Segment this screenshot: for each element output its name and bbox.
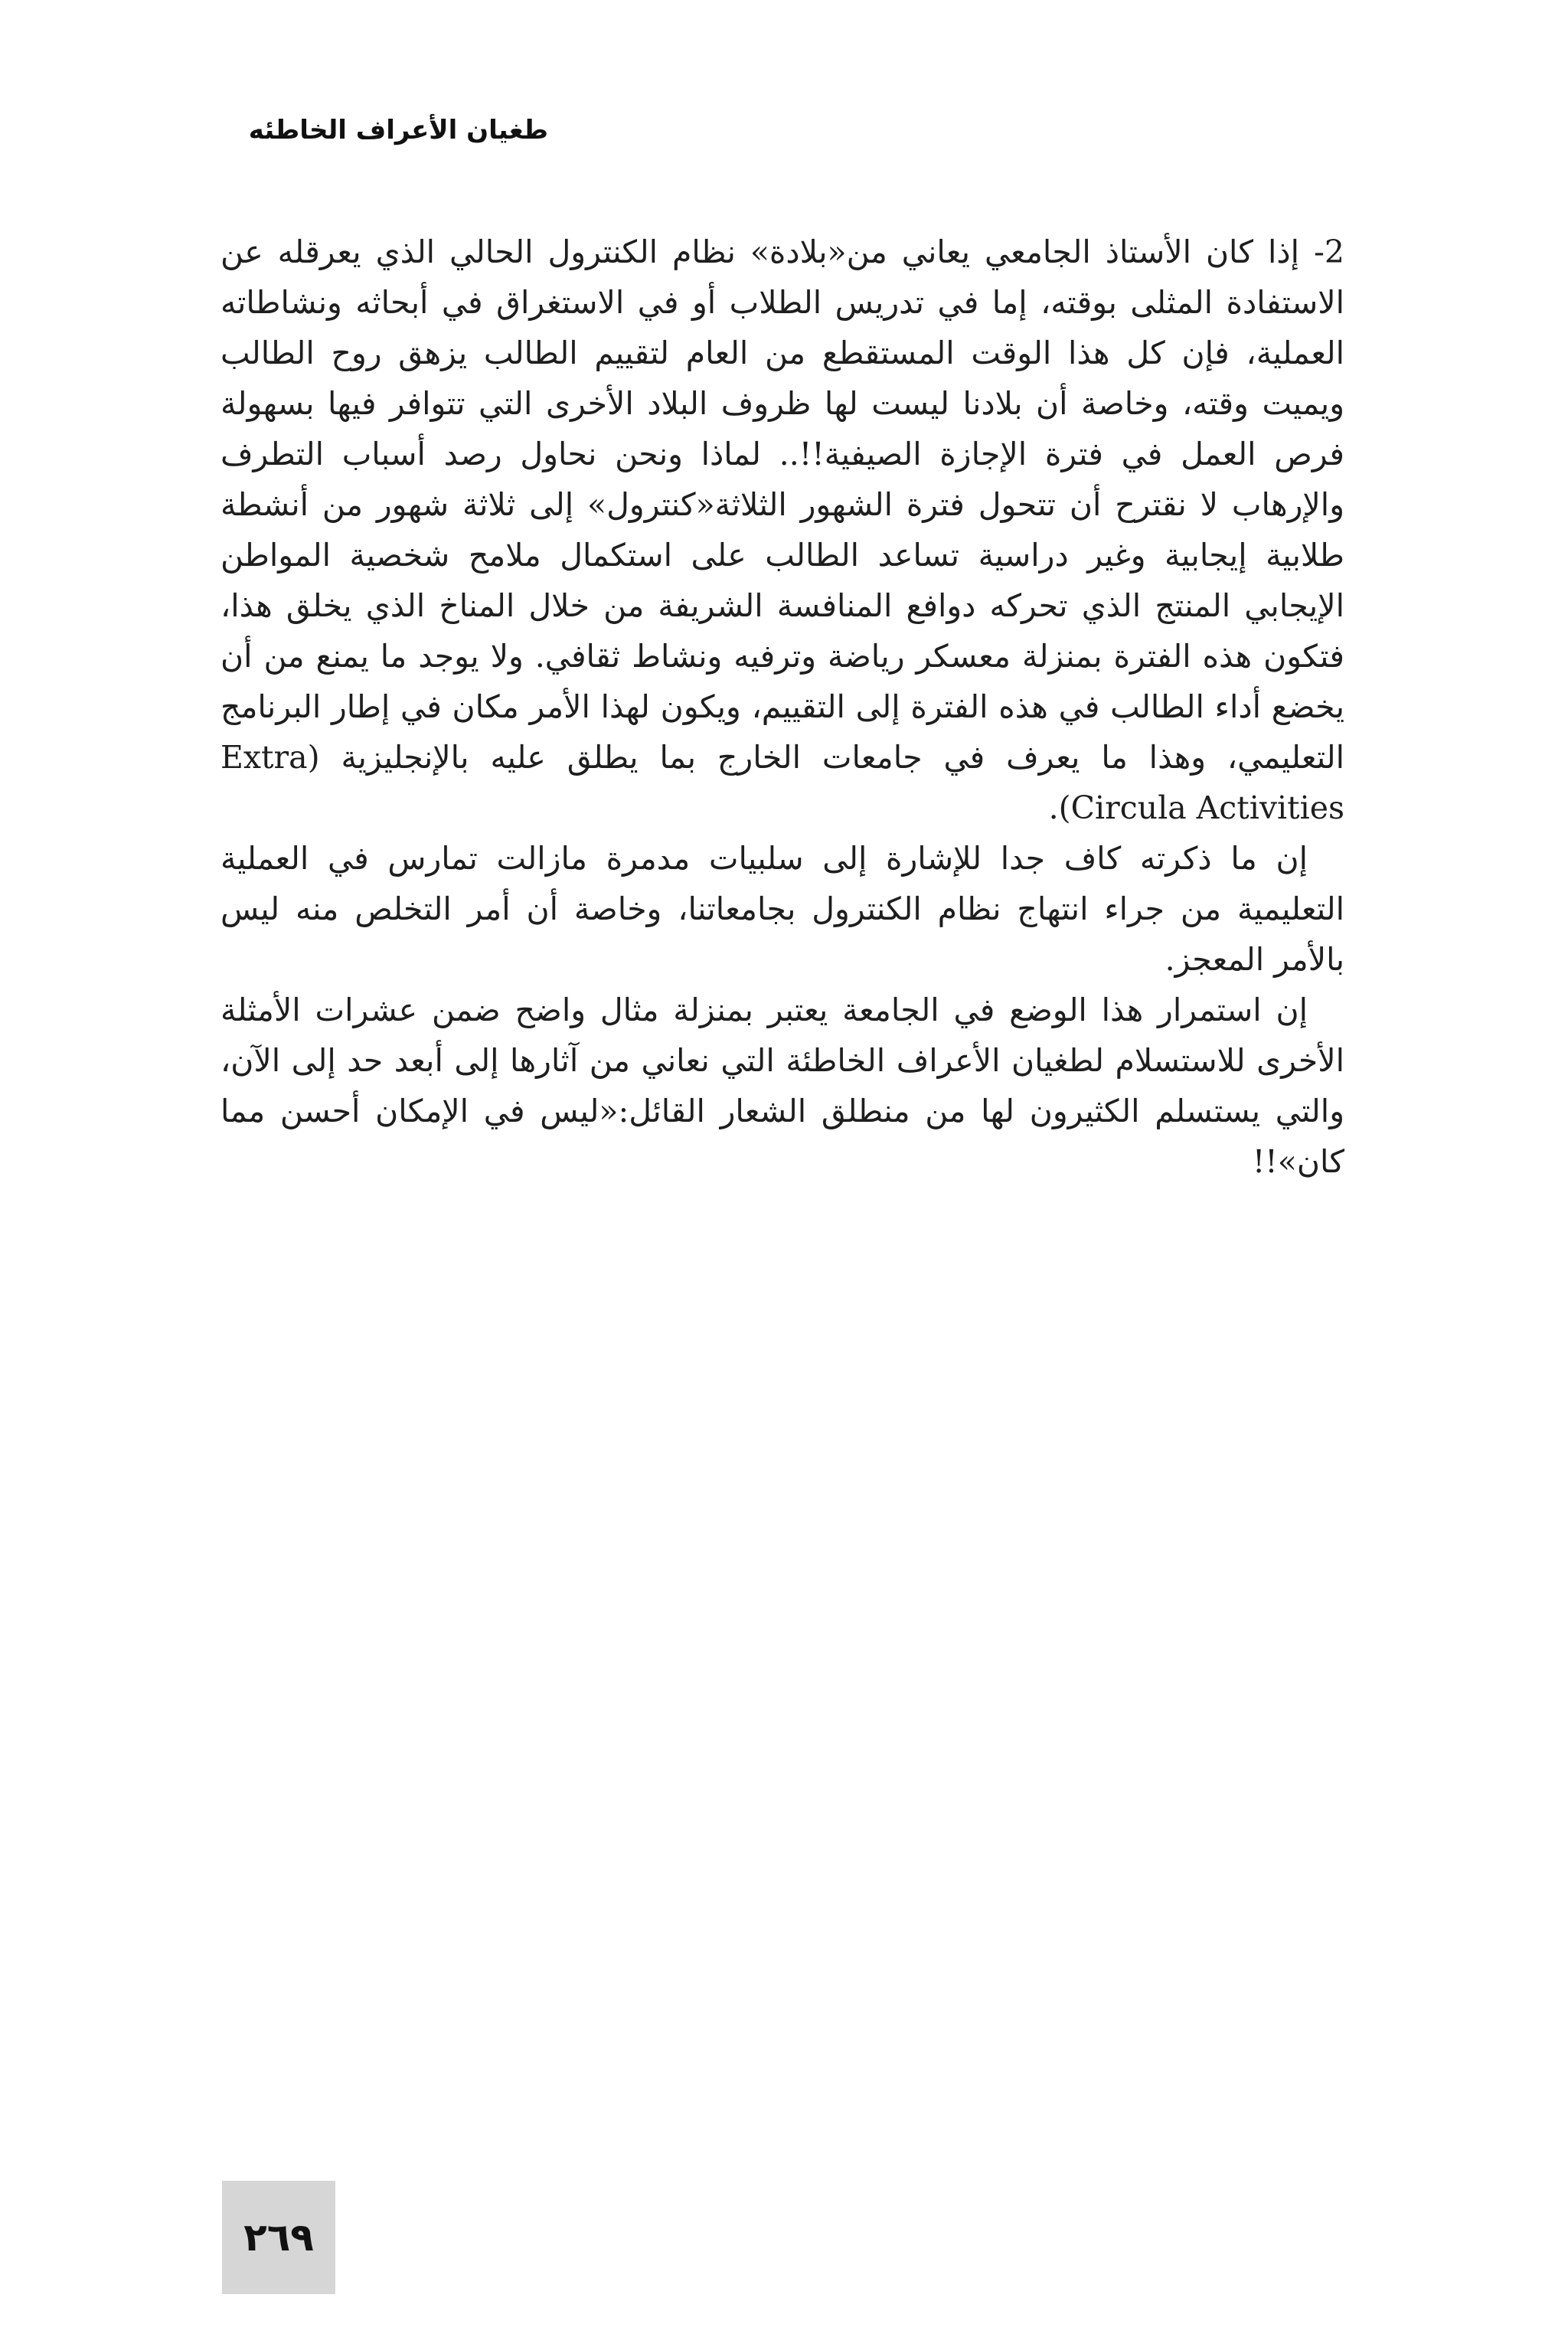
- paragraph-2: إن ما ذكرته كاف جدا للإشارة إلى سلبيات مدمرة مازالت تمارس في العملية التعليمية من جراء انتهاج نظام الكنترول بجامعاتنا، وخاصة أن أمر التخلص منه ليس بالأمر المعجز.: [220, 840, 1344, 978]
- running-header: طغيان الأعراف الخاطئه: [248, 115, 548, 145]
- paragraph-3: إن استمرار هذا الوضع في الجامعة يعتبر بمنزلة مثال واضح ضمن عشرات الأمثلة الأخرى للاستسلام لطغيان الأعراف الخاطئة التي نعاني من آثارها إلى أبعد حد إلى الآن، والتي يستسلم الكثيرون لها من منطلق الشعار القائل:«ليس في الإمكان أحسن مما كان»!!: [220, 992, 1344, 1180]
- body-text: [220, 227, 1344, 1187]
- page-number-box: [222, 2181, 335, 2294]
- paragraph-1: 2- إذا كان الأستاذ الجامعي يعاني من«بلادة» نظام الكنترول الحالي الذي يعرقله عن الاستفادة المثلى بوقته، إما في تدريس الطلاب أو في الاستغراق في أبحاثه ونشاطاته العملية، فإن كل هذا الوقت المستقطع من العام لتقييم الطالب يزهق روح الطالب ويميت وقته، وخاصة أن بلادنا ليست لها ظروف البلاد الأخرى التي تتوافر فيها بسهولة فرص العمل في فترة الإجازة الصيفية!!.. لماذا ونحن نحاول رصد أسباب التطرف والإرهاب لا نقترح أن تتحول فترة الشهور الثلاثة«كنترول» إلى ثلاثة شهور من أنشطة طلابية إيجابية وغير دراسية تساعد الطالب على استكمال ملامح شخصية المواطن الإيجابي المنتج الذي تحركه دوافع المنافسة الشريفة من خلال المناخ الذي يخلق هذا، فتكون هذه الفترة بمنزلة معسكر رياضة وترفيه ونشاط ثقافي. ولا يوجد ما يمنع من أن يخضع أداء الطالب في هذه الفترة إلى التقييم، ويكون لهذا الأمر مكان في إطار البرنامج التعليمي، وهذا ما يعرف في جامعات الخارج بما يطلق عليه بالإنجليزية (Extra Circula Activities).: [220, 234, 1344, 826]
- page-number: ٢٦٩: [243, 2215, 314, 2260]
